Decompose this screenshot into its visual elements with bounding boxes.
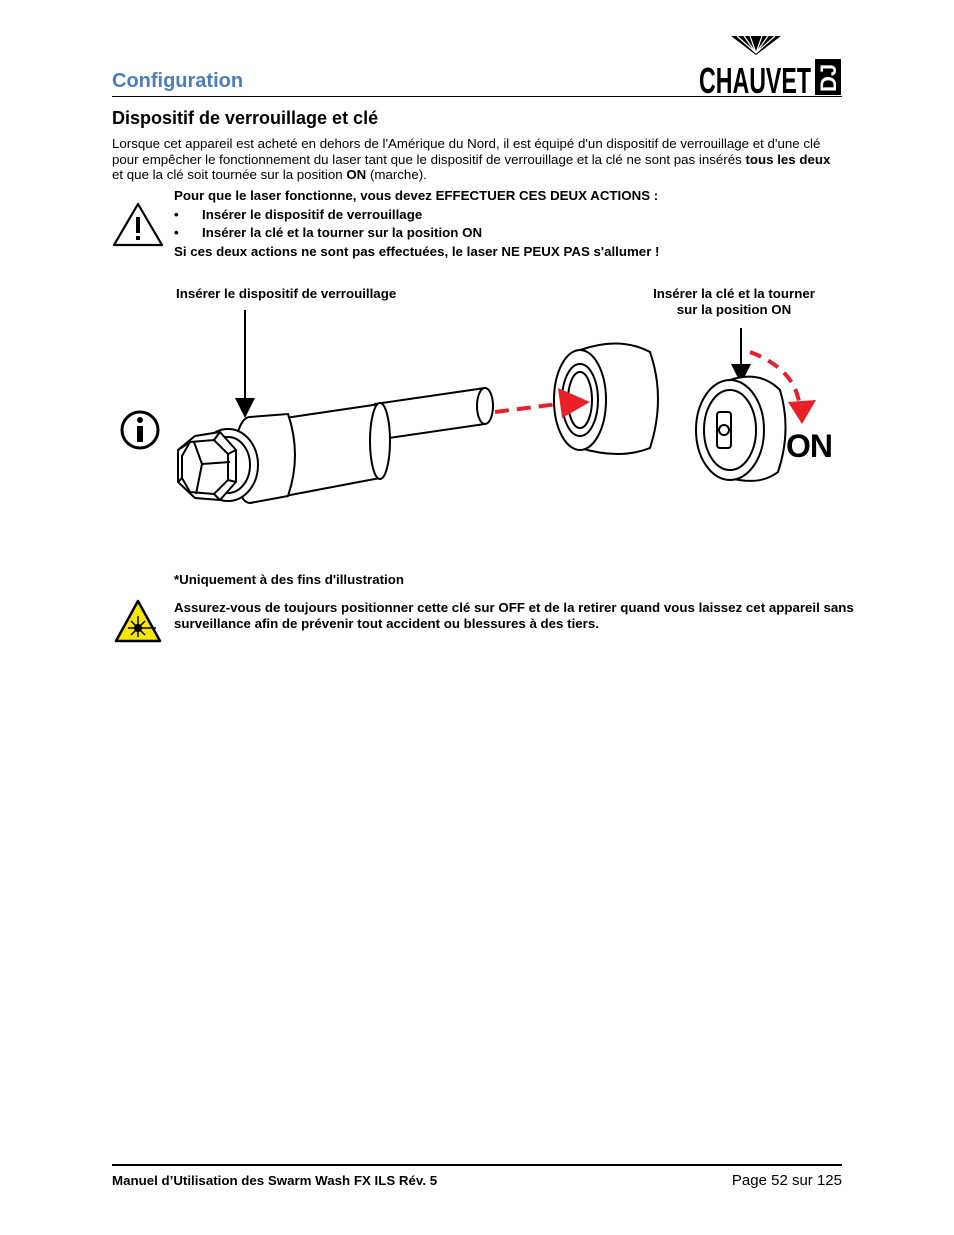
warning-bullet: • Insérer la clé et la tourner sur la position ON [174,224,854,243]
chauvet-dj-logo [697,33,845,95]
label-insert-key-line: sur la position ON [676,302,792,317]
svg-text:CHAUVET: CHAUVET [699,60,811,95]
label-insert-key-line: Insérer la clé et la tourner [653,286,815,301]
warning-bullet: • Insérer le dispositif de verrouillage [174,206,854,225]
svg-text:DJ: DJ [816,63,841,92]
footer-manual-title: Manuel d’Utilisation des Swarm Wash FX ILS Rév. 5 [112,1173,438,1188]
warning-bullet-text: Insérer la clé et la tourner sur la position ON [202,225,483,241]
intro-text: Lorsque cet appareil est acheté en dehors de l'Amérique du Nord, il est équipé d'un dispositif de verrouillage et d'une clé pour empêcher le fonctionnement du laser tant que le dispositif de verrouillage et la clé ne sont pas insérés [112,136,821,167]
footer-page-number: Page 52 sur 125 [731,1172,842,1189]
intro-emphasis-on: ON [346,167,367,183]
intro-paragraph [112,136,842,183]
key-switch [696,377,786,481]
intro-text: et que la clé soit tournée sur la position [112,167,347,183]
intro-text: (marche). [366,167,427,183]
warning-triangle-icon [112,201,164,247]
intro-emphasis-both: tous les deux [745,151,831,167]
header-divider [112,96,842,97]
warning-notice [174,187,854,261]
warning-line: Pour que le laser fonctionne, vous devez EFFECTUER CES DEUX ACTIONS : [174,188,659,203]
label-insert-interlock: Insérer le dispositif de verrouillage [176,286,397,301]
warning-bullet-text: Insérer le dispositif de verrouillage [202,206,423,222]
section-title: Configuration [112,70,244,92]
info-icon [122,412,158,448]
footer-divider [112,1164,842,1166]
on-position-label: ON [786,428,832,464]
laser-hazard-icon [114,599,162,643]
section-heading: Dispositif de verrouillage et clé [112,108,379,128]
illustration-footnote: *Uniquement à des fins d'illustration [174,572,404,587]
warning-line: Si ces deux actions ne sont pas effectuées, le laser NE PEUX PAS s'allumer ! [174,243,660,259]
insert-arrow [495,404,558,412]
interlock-plug [178,388,493,503]
laser-safety-warning: Assurez-vous de toujours positionner cette clé sur OFF et de la retirer quand vous laissez cet appareil sans surveillance afin de prévenir tout accident ou blessures à des tiers. [174,600,854,631]
rotate-arrowhead [788,400,816,424]
interlock-key-illustration [110,300,850,560]
